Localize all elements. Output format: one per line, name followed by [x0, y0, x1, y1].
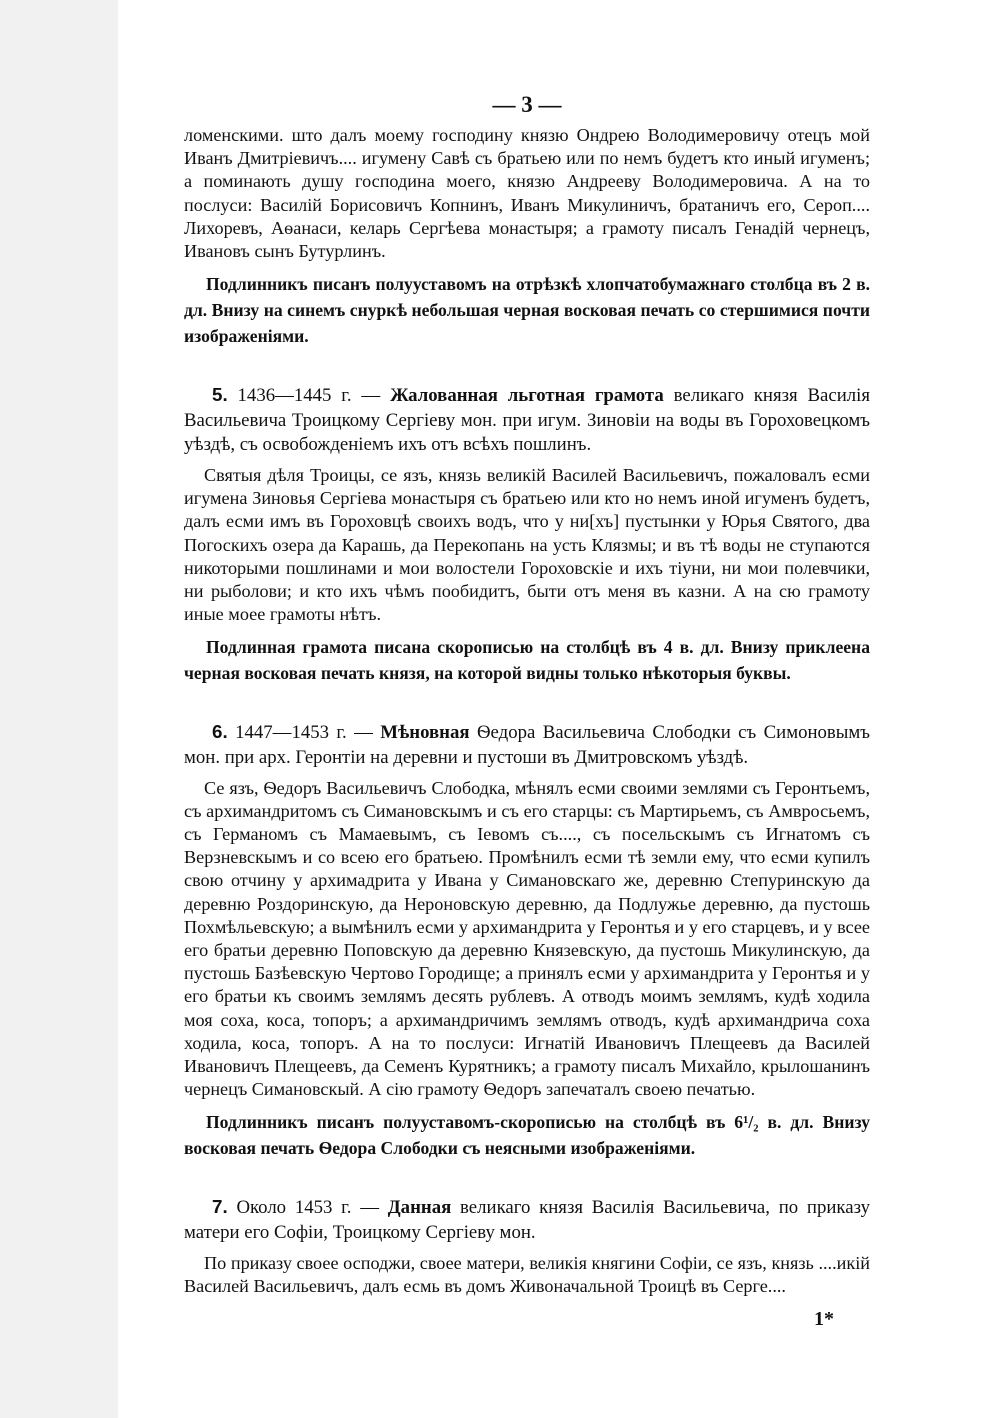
doc5-number: 5.: [212, 384, 228, 406]
doc5-date: 1436—1445 г. —: [237, 385, 381, 407]
scan-gutter: [0, 0, 118, 1418]
doc7-title: великаго князя Василія Васильевича, по приказу матери его Софіи, Троицкому Сергіеву мон.: [184, 1197, 870, 1244]
doc5-heading: [184, 383, 870, 458]
doc7-number: 7.: [212, 1196, 228, 1218]
page-number: — 3 —: [492, 92, 562, 117]
doc5-body-text: Святыя дѣля Троицы, се язъ, князь великій Василей Васильевичъ, пожаловалъ есми игумена Зиновья Сергіева монастыря съ братьею или кто но немъ иной игуменъ будетъ, далъ есми имъ въ Гороховцѣ своихъ водъ, что у ни[хъ] пустынки у Юрья Святого, два Погоскихъ озера да Карашь, да Перекопань на усть Клязмы; и въ тѣ воды не ступаются никоторыми пошлинами и мои волостели Гороховскіе и ихъ тіуни, ни мои полевчики, ни рыболови; и кто ихъ чѣмъ пообидитъ, быти отъ меня въ казни. А на сю грамоту иные моее грамоты нѣтъ.: [184, 465, 870, 625]
doc6-date: 1447—1453 г. —: [235, 722, 373, 744]
doc4-body-text: ломенскими. што далъ моему господину князю Ондрею Володимеровичу отецъ мой Иванъ Дмитріевичъ.... игумену Савѣ съ братьею или по немъ будетъ кто иный игуменъ; а поминають душу господина моего, князю Андрееву Володимеровича. А на то послуси: Василій Борисовичъ Копнинъ, Иванъ Микулиничъ, братаничъ его, Сероп.... Лихоревъ, Аѳанаси, келарь Сергѣева монастыря; а грамоту писалъ Генадій чернецъ, Ивановъ сынъ Бутурлинъ.: [184, 125, 870, 262]
doc6-source-note: Подлинникъ писанъ полууставомъ-скорописью на столбцѣ въ 6¹/₂ в. дл. Внизу восковая печать Ѳедора Слободки съ неясными изображеніями.: [184, 1112, 870, 1159]
doc6-body-text: Се язъ, Ѳедоръ Васильевичъ Слободка, мѣнялъ есми своими землями съ Геронтьемъ, съ архимандритомъ съ Симановскымъ и съ его старцы: съ Мартирьемъ, съ Амвросьемъ, съ Германомъ съ Мамаевымъ, съ Іевомъ съ...., съ посельскымъ съ Игнатомъ съ Верзневскымъ и со всею его братьею. Промѣнилъ есми тѣ земли ему, что есми купилъ свою отчину у архимадрита у Ивана у Симановскаго же, деревню Степуринскую да деревню Роздоринскую, да Нероновскую деревню, да Подлужье деревню, да пустошь Похмѣльевскую; а вымѣнилъ есми у архимандрита у Геронтья и у его старцевъ, и у всее его братьи деревню Поповскую да деревню Князевскую, да пустошь Микулинскую, да пустошь Базѣевскую Чертово Городище; а принялъ есми у архимандрита у Геронтья и у его братьи къ своимъ землямъ десять рублевъ. А отводъ моимъ землямъ, кудѣ ходила моя соха, коса, топоръ; а архимандричимъ землямъ отводъ, кудѣ архимандрича соха ходила, коса, топоръ. А на то послуси: Игнатій Ивановичъ Плещеевъ да Василей Ивановичъ Плещеевъ, да Семенъ Курятникъ; а грамоту писалъ Михайло, крылошанинъ чернецъ Симановскый. А сію грамоту Ѳедоръ запечаталъ своею печатью.: [184, 777, 870, 1100]
doc6-heading: [184, 720, 870, 770]
doc7-heading: [184, 1195, 870, 1245]
doc6-number: 6.: [212, 721, 228, 743]
doc7-date: Около 1453 г. —: [236, 1197, 379, 1219]
doc4-source-note: Подлинникъ писанъ полууставомъ на отрѣзкѣ хлопчатобумажнаго столбца въ 2 в. дл. Внизу на синемъ снуркѣ небольшая черная восковая печать со стершимися почти изображеніями.: [184, 274, 870, 347]
doc5-title: великаго князя Василія Васильевича Троицкому Сергіеву мон. при игум. Зиновіи на воды въ Гороховецкомъ уѣздѣ, съ освобожденіемъ ихъ отъ всѣхъ пошлинъ.: [184, 385, 871, 456]
doc5-kind: Жалованная льготная грамота: [390, 385, 664, 407]
doc7-kind: Данная: [387, 1197, 452, 1219]
printer-signature-mark: 1*: [814, 1308, 834, 1331]
doc6-kind: Мѣновная: [380, 722, 470, 744]
doc7-body-text: По приказу своее осподжи, своее матери, великія княгини Софіи, се язъ, князь ....икій Василей Васильевичъ, далъ есмь въ домъ Живоначальной Троицѣ въ Серге....: [184, 1252, 870, 1296]
doc5-source-note: Подлинная грамота писана скорописью на столбцѣ въ 4 в. дл. Внизу приклеена черная восковая печать князя, на которой видны только нѣкоторыя буквы.: [184, 637, 870, 684]
doc6-title: Ѳедора Васильевича Слободки съ Симоновымъ мон. при арх. Геронтіи на деревни и пустоши въ Дмитровскомъ уѣздѣ.: [184, 722, 871, 769]
page-content: [184, 88, 870, 1331]
